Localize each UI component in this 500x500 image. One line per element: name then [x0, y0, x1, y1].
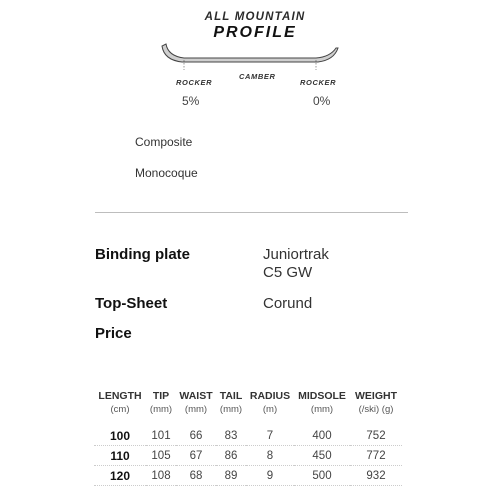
- size-spec-table: [94, 388, 402, 486]
- header-radius: RADIUS: [249, 390, 291, 402]
- unit-length: (cm): [110, 404, 130, 415]
- header-tip: TIP: [152, 390, 170, 402]
- unit-radius: (m): [262, 404, 278, 415]
- cell-radius: 7: [246, 426, 294, 446]
- header-length: LENGTH: [98, 390, 142, 402]
- spec-value-binding-plate-line1: Juniortrak: [263, 246, 329, 263]
- cell-tail: 86: [216, 446, 246, 466]
- construction-type: Monocoque: [135, 166, 198, 180]
- cell-length: 120: [94, 466, 146, 486]
- cell-weight: 752: [350, 426, 402, 446]
- table-row: [94, 466, 402, 486]
- rocker-right-percent: 0%: [313, 94, 331, 108]
- cell-radius: 9: [246, 466, 294, 486]
- cell-length: 110: [94, 446, 146, 466]
- spec-value-binding-plate-line2: C5 GW: [263, 264, 313, 281]
- table-row: [94, 426, 402, 446]
- cell-weight: 932: [350, 466, 402, 486]
- cell-midsole: 400: [294, 426, 350, 446]
- cell-tail: 83: [216, 426, 246, 446]
- spec-value-top-sheet: Corund: [263, 295, 313, 312]
- cell-waist: 66: [176, 426, 216, 446]
- rocker-left-percent: 5%: [182, 94, 200, 108]
- camber-label: CAMBER: [239, 72, 276, 81]
- unit-tail: (mm): [219, 404, 243, 415]
- ski-profile-diagram: [160, 40, 340, 72]
- unit-tip: (mm): [149, 404, 173, 415]
- cell-tip: 101: [146, 426, 176, 446]
- unit-waist: (mm): [184, 404, 208, 415]
- spec-label-top-sheet: Top-Sheet: [95, 295, 168, 312]
- cell-waist: 68: [176, 466, 216, 486]
- profile-subtitle: ALL MOUNTAIN: [204, 11, 306, 23]
- header-tail: TAIL: [219, 390, 243, 402]
- table-units-row: [94, 404, 402, 426]
- rocker-right-label: ROCKER: [300, 78, 337, 87]
- ski-profile-shape: [162, 44, 338, 62]
- rocker-left-label: ROCKER: [176, 78, 213, 87]
- table-header-row: [94, 388, 402, 404]
- spec-label-binding-plate: Binding plate: [95, 246, 190, 263]
- table-row: [94, 446, 402, 466]
- cell-weight: 772: [350, 446, 402, 466]
- profile-title: PROFILE: [213, 24, 297, 41]
- cell-radius: 8: [246, 446, 294, 466]
- cell-midsole: 500: [294, 466, 350, 486]
- header-waist: WAIST: [179, 390, 213, 402]
- spec-label-price: Price: [95, 325, 132, 342]
- spec-value-binding-plate: [263, 246, 329, 282]
- core-type: Composite: [135, 135, 193, 149]
- cell-length: 100: [94, 426, 146, 446]
- cell-tail: 89: [216, 466, 246, 486]
- cell-tip: 108: [146, 466, 176, 486]
- unit-weight: (/ski) (g): [358, 404, 394, 415]
- section-divider: [95, 212, 408, 213]
- header-midsole: MIDSOLE: [298, 390, 346, 402]
- cell-tip: 105: [146, 446, 176, 466]
- unit-midsole: (mm): [310, 404, 334, 415]
- header-weight: WEIGHT: [355, 390, 397, 402]
- cell-waist: 67: [176, 446, 216, 466]
- cell-midsole: 450: [294, 446, 350, 466]
